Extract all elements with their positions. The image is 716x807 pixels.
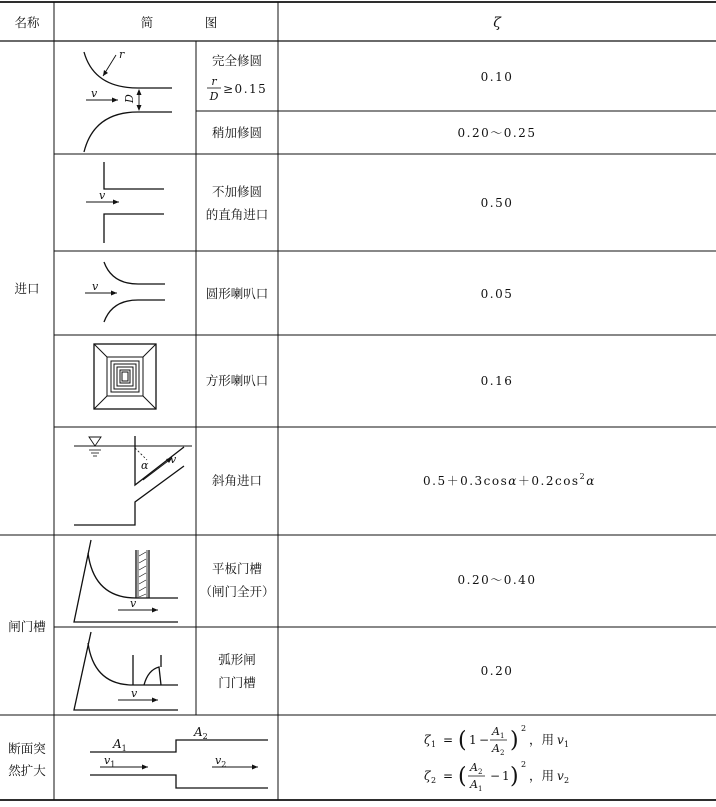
- header-coef: ζ: [493, 15, 501, 31]
- header-name: 名称: [14, 15, 40, 30]
- svg-text:，用: ，用: [529, 732, 555, 747]
- formula-zeta1: [424, 724, 569, 757]
- svg-text:(: (: [458, 728, 467, 753]
- row7-value: 0.20～0.40: [457, 573, 537, 587]
- row1-ratio: ≥0.15: [223, 82, 268, 96]
- svg-text:2: 2: [521, 760, 527, 769]
- label-v-row1: v: [91, 87, 98, 100]
- svg-text:2: 2: [478, 768, 483, 776]
- row4-value: 0.05: [480, 287, 514, 301]
- header-diagram-a: 简: [140, 15, 154, 30]
- label-v-row6: v: [170, 453, 177, 466]
- row6-value: [423, 472, 596, 488]
- svg-text:A: A: [492, 725, 500, 738]
- row1-frac-num: r: [211, 75, 217, 88]
- label-D: D: [123, 94, 136, 103]
- label-v-row3: v: [99, 189, 106, 202]
- header-diagram-b: 图: [204, 15, 218, 30]
- group-gate-slot: 闸门槽: [8, 619, 46, 634]
- label-alpha: α: [141, 459, 149, 472]
- diagram-square-inlet: [86, 162, 164, 243]
- group-inlet: 进口: [14, 281, 40, 296]
- row2-desc: 稍加修圆: [211, 125, 263, 140]
- svg-text:1: 1: [502, 769, 510, 783]
- svg-text:2: 2: [431, 776, 437, 785]
- diagram-oblique-inlet: [74, 436, 192, 525]
- svg-text:=: =: [443, 733, 454, 747]
- row2-value: 0.20～0.25: [457, 126, 537, 140]
- svg-text:A: A: [492, 742, 500, 755]
- label-A1: $A_1$: [113, 737, 127, 753]
- svg-text:，用: ，用: [529, 768, 555, 783]
- diagram-plate-gate-slot: [74, 540, 178, 622]
- svg-text:v: v: [557, 769, 564, 783]
- svg-text:v: v: [557, 733, 564, 747]
- group-expansion-line2: 然扩大: [8, 763, 46, 778]
- svg-text:−: −: [479, 733, 490, 747]
- row1-desc: 完全修圆: [211, 53, 263, 68]
- svg-text:A: A: [470, 778, 478, 791]
- svg-text:): ): [510, 764, 519, 789]
- label-v-row8: v: [131, 687, 138, 700]
- row3-desc-line1: 不加修圆: [211, 184, 263, 199]
- svg-text:(: (: [458, 764, 467, 789]
- row1-value: 0.10: [480, 70, 514, 84]
- label-v1: $v_1$: [104, 754, 116, 769]
- row6-desc: 斜角进口: [211, 473, 263, 488]
- svg-text:2: 2: [564, 776, 570, 785]
- diagram-radial-gate-slot: [74, 632, 178, 710]
- row5-desc: 方形喇叭口: [205, 373, 269, 388]
- svg-text:1: 1: [431, 740, 437, 749]
- svg-text:ζ: ζ: [424, 733, 431, 747]
- svg-text:): ): [510, 728, 519, 753]
- diagram-square-bell-mouth: [94, 344, 156, 409]
- row4-desc: 圆形喇叭口: [205, 286, 269, 301]
- svg-text:0.5＋0.3cosα＋0.2cos2α: $0.5+0.3\cos\alpha+0.2\cos^2\alpha$: [423, 472, 596, 488]
- svg-text:1: 1: [478, 785, 483, 793]
- group-expansion-line1: 断面突: [8, 741, 46, 756]
- svg-text:A: A: [470, 761, 478, 774]
- svg-text:1: 1: [469, 733, 477, 747]
- svg-text:−: −: [490, 769, 501, 783]
- label-r: r: [119, 48, 125, 61]
- label-A2: $A_2$: [194, 725, 208, 741]
- svg-text:2: 2: [521, 724, 527, 733]
- row8-desc-line2: 门门槽: [218, 675, 256, 690]
- formula-zeta2: [424, 760, 569, 793]
- row3-value: 0.50: [480, 196, 514, 210]
- svg-text:1: 1: [564, 740, 570, 749]
- row8-value: 0.20: [480, 664, 514, 678]
- row3-desc-line2: 的直角进口: [205, 207, 269, 222]
- row5-value: 0.16: [480, 374, 514, 388]
- row8-desc-line1: 弧形闸: [218, 652, 256, 667]
- svg-text:2: 2: [500, 749, 505, 757]
- row1-frac-den: D: [209, 90, 219, 103]
- svg-text:1: 1: [500, 732, 505, 740]
- label-v-row4: v: [92, 280, 99, 293]
- label-v2: $v_2$: [215, 754, 227, 769]
- label-v-row7: v: [130, 597, 137, 610]
- row7-desc-line1: 平板门槽: [211, 561, 263, 576]
- svg-text:ζ: ζ: [424, 769, 431, 783]
- table-grid: [0, 2, 716, 800]
- row7-desc-line2: （闸门全开）: [199, 584, 275, 599]
- svg-text:=: =: [443, 769, 454, 783]
